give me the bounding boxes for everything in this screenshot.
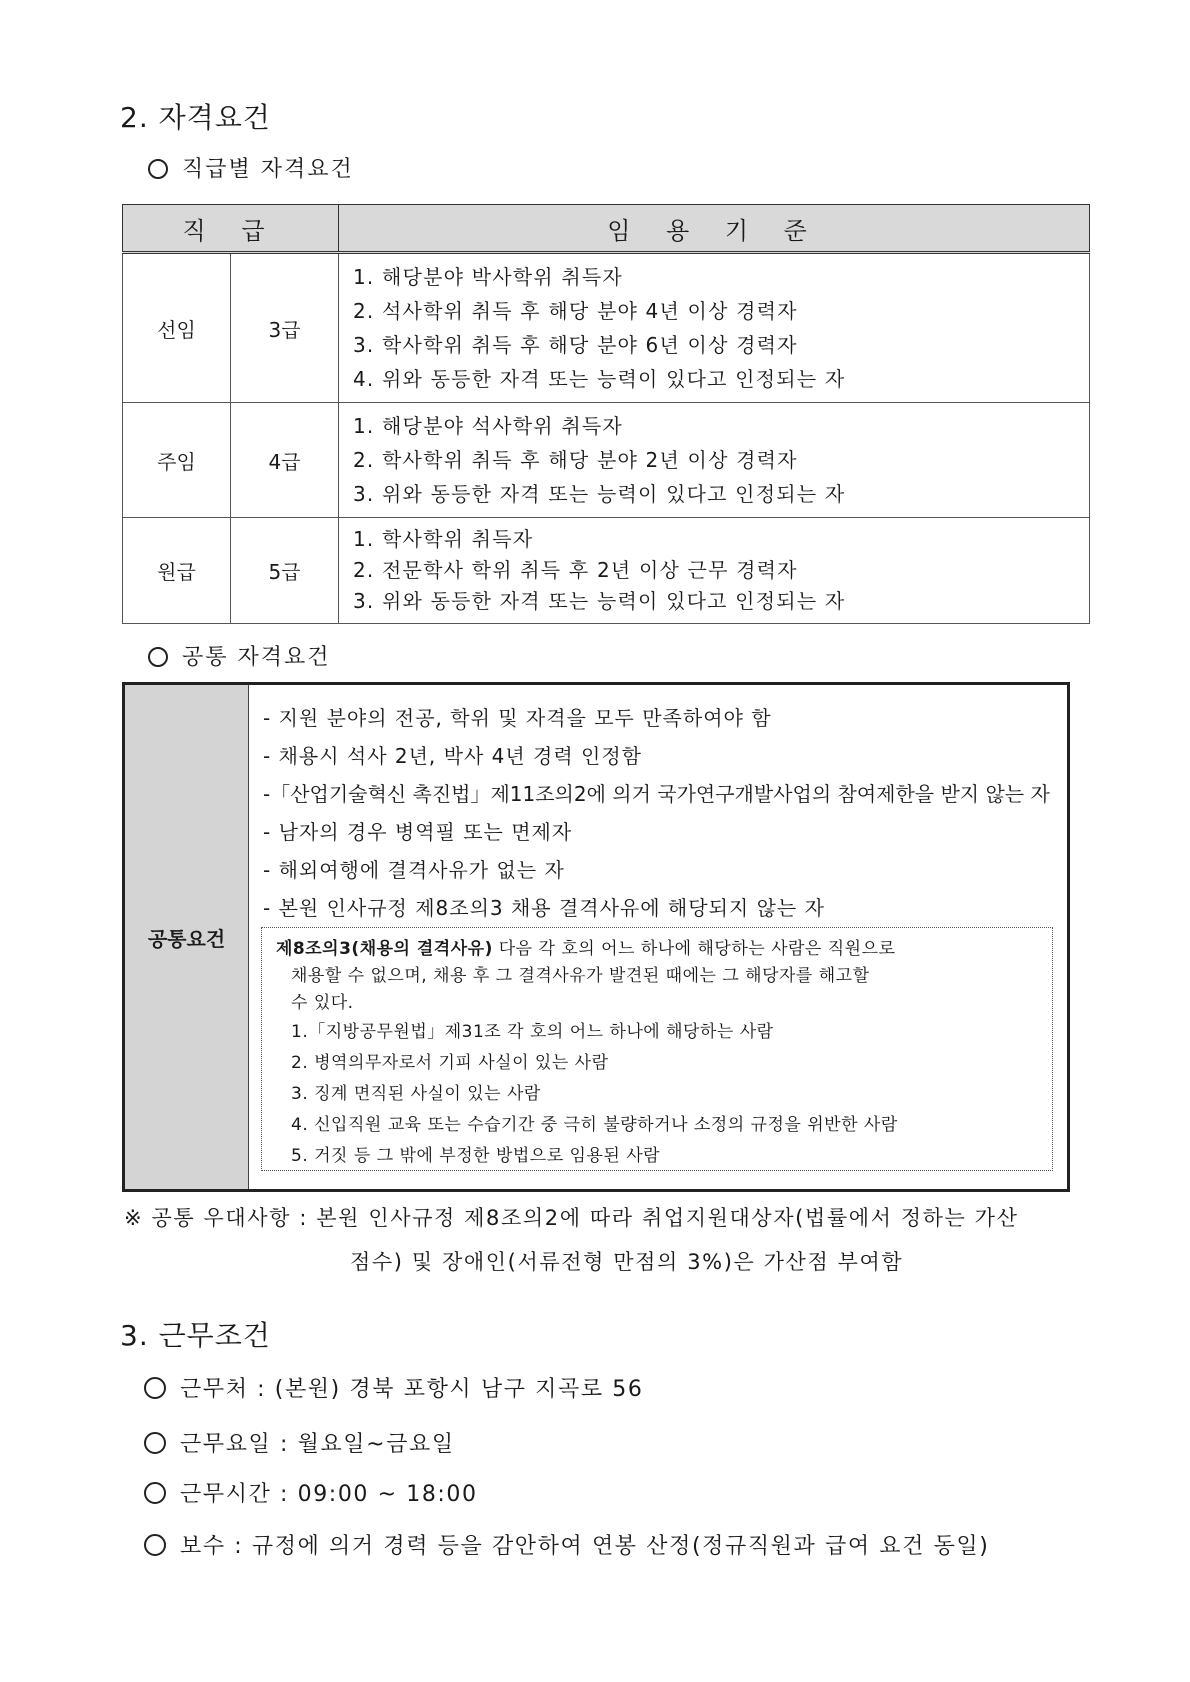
criteria-line: 1. 해당분야 석사학위 취득자 (353, 414, 623, 438)
condition-text: 근무처 : (본원) 경북 포항시 남구 지곡로 56 (180, 1377, 644, 1402)
criteria-cell (339, 518, 1090, 624)
sub-heading-grade-requirements (148, 152, 354, 183)
list-item: - 해외여행에 결격사유가 없는 자 (263, 858, 565, 882)
circle-bullet-icon (148, 159, 168, 179)
condition-item (144, 1529, 989, 1560)
criteria-line: 2. 학사학위 취득 후 해당 분야 2년 이상 경력자 (353, 448, 798, 472)
list-item: - 남자의 경우 병역필 또는 면제자 (263, 820, 573, 844)
condition-text: 근무시간 : 09:00 ~ 18:00 (180, 1482, 478, 1507)
criteria-cell (339, 253, 1090, 403)
grade-requirements-table (122, 204, 1090, 624)
rule-item: 3. 징계 면직된 사실이 있는 사람 (291, 1084, 541, 1104)
preference-note-line2: 점수) 및 장애인(서류전형 만점의 3%)은 가산점 부여함 (350, 1250, 904, 1274)
section2-title: 2. 자격요건 (120, 101, 271, 134)
rule-item: 4. 신입직원 교육 또는 수습기간 중 극히 불량하거나 소정의 규정을 위반한 사람 (291, 1115, 898, 1135)
rank-cell: 선임 (123, 253, 231, 403)
rule-item: 1.「지방공무원법」제31조 각 호의 어느 하나에 해당하는 사람 (291, 1022, 774, 1042)
table-header-row (123, 205, 1090, 253)
grade-cell: 4급 (231, 403, 339, 518)
table-row (123, 253, 1090, 403)
list-item: -「산업기술혁신 촉진법」제11조의2에 의거 국가연구개발사업의 참여제한을 받지 않는 자 (263, 782, 1050, 806)
criteria-line: 3. 위와 동등한 자격 또는 능력이 있다고 인정되는 자 (353, 589, 846, 613)
preference-note-line1: ※ 공통 우대사항 : 본원 인사규정 제8조의2에 따라 취업지원대상자(법률에서 정하는 가산 (124, 1206, 1019, 1230)
common-requirements-box (122, 682, 1070, 1192)
rule-first-line (276, 936, 1038, 963)
circle-bullet-icon (144, 1432, 166, 1454)
circle-bullet-icon (148, 647, 168, 667)
condition-item (144, 1477, 478, 1508)
sub-heading-common-requirements (148, 640, 331, 671)
section3-title: 3. 근무조건 (120, 1319, 271, 1352)
rule-text: 다음 각 호의 어느 하나에 해당하는 사람은 직원으로 (492, 939, 896, 959)
condition-text: 보수 : 규정에 의거 경력 등을 감안하여 연봉 산정(정규직원과 급여 요건 동일) (180, 1534, 990, 1559)
table-row (123, 518, 1090, 624)
rule-item: 2. 병역의무자로서 기피 사실이 있는 사람 (291, 1053, 609, 1073)
criteria-line: 1. 해당분야 박사학위 취득자 (353, 265, 623, 289)
header-criteria: 임 용 기 준 (339, 205, 1090, 253)
circle-bullet-icon (144, 1534, 166, 1556)
common-items-list (263, 699, 1050, 927)
rule-item: 5. 거짓 등 그 밖에 부정한 방법으로 임용된 사람 (291, 1146, 661, 1166)
circle-bullet-icon (144, 1377, 166, 1399)
list-item: - 채용시 석사 2년, 박사 4년 경력 인정함 (263, 744, 643, 768)
circle-bullet-icon (144, 1482, 166, 1504)
criteria-line: 3. 위와 동등한 자격 또는 능력이 있다고 인정되는 자 (353, 482, 846, 506)
criteria-line: 1. 학사학위 취득자 (353, 527, 534, 551)
sub-heading-text: 공통 자격요건 (182, 645, 331, 670)
grade-cell: 3급 (231, 253, 339, 403)
condition-text: 근무요일 : 월요일~금요일 (180, 1432, 455, 1457)
criteria-line: 4. 위와 동등한 자격 또는 능력이 있다고 인정되는 자 (353, 367, 846, 391)
criteria-line: 2. 석사학위 취득 후 해당 분야 4년 이상 경력자 (353, 299, 798, 323)
condition-item (144, 1427, 455, 1458)
criteria-cell (339, 403, 1090, 518)
common-label: 공통요건 (125, 685, 249, 1189)
rule-text: 수 있다. (291, 993, 354, 1013)
criteria-line: 3. 학사학위 취득 후 해당 분야 6년 이상 경력자 (353, 333, 798, 357)
header-grade: 직 급 (123, 205, 339, 253)
sub-heading-text: 직급별 자격요건 (182, 157, 354, 182)
list-item: - 지원 분야의 전공, 학위 및 자격을 모두 만족하여야 함 (263, 706, 772, 730)
table-row (123, 403, 1090, 518)
rule-text: 채용할 수 없으며, 채용 후 그 결격사유가 발견된 때에는 그 해당자를 해고할 (291, 966, 870, 986)
rank-cell: 원급 (123, 518, 231, 624)
condition-item (144, 1372, 644, 1403)
rule-title: 제8조의3(채용의 결격사유) (276, 939, 493, 959)
criteria-line: 2. 전문학사 학위 취득 후 2년 이상 근무 경력자 (353, 558, 798, 582)
grade-cell: 5급 (231, 518, 339, 624)
list-item: - 본원 인사규정 제8조의3 채용 결격사유에 해당되지 않는 자 (263, 896, 825, 920)
rank-cell: 주임 (123, 403, 231, 518)
disqualification-rule-box (261, 927, 1053, 1171)
